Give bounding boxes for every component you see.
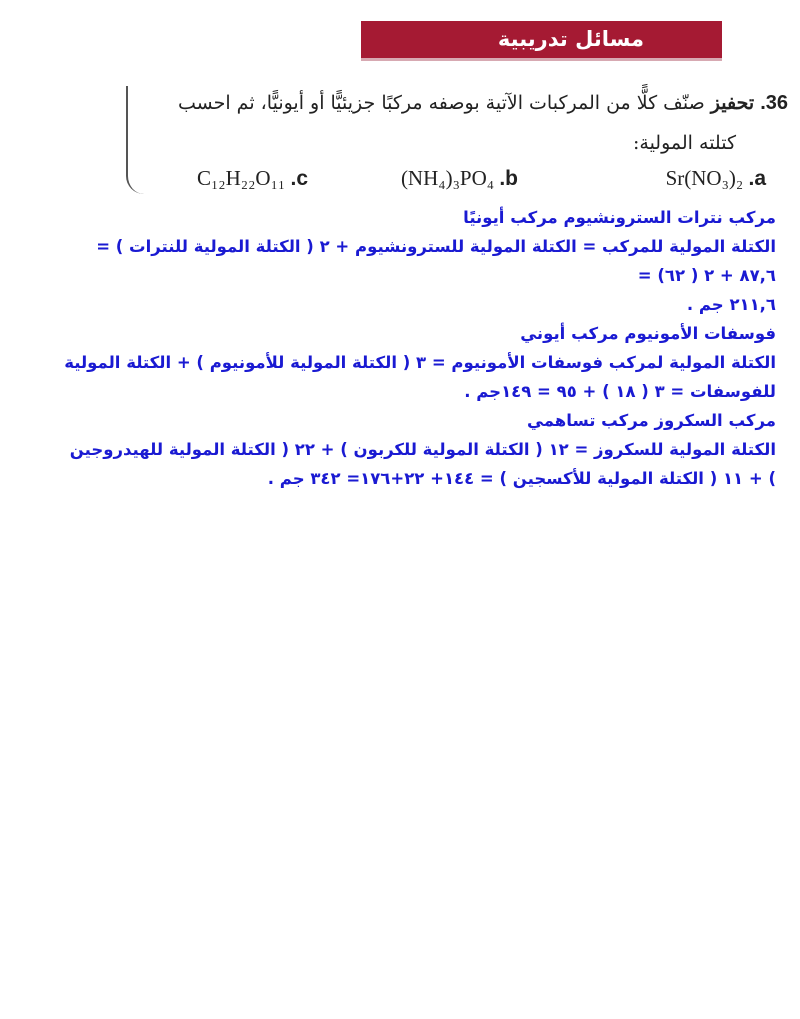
problem-box <box>126 86 788 194</box>
formula-a <box>666 166 766 191</box>
answer-line: الكتلة المولية للسكروز = ١٢ ( الكتلة المولية للكربون ) + ٢٢ ( الكتلة المولية للهيدروجين <box>69 440 776 459</box>
problem-statement-line2: كتلته المولية: <box>632 132 736 154</box>
problem-statement-line1 <box>178 92 788 115</box>
answer-line: الكتلة المولية لمركب فوسفات الأمونيوم = ٣ ( الكتلة المولية للأمونيوم ) + الكتلة المولية <box>64 353 776 372</box>
formula-b-letter: .b <box>499 167 518 190</box>
formula-a-letter: .a <box>748 167 766 190</box>
answer-line: مركب السكروز مركب تساهمي <box>527 411 776 430</box>
answer-line: ) + ١١ ( الكتلة المولية للأكسجين ) = ١٤٤+ ٢٢+١٧٦= ٣٤٢ جم . <box>267 469 776 488</box>
formula-a-text: Sr(NO₃)₂ <box>665 166 744 190</box>
question-label: تحفيز <box>710 92 755 114</box>
formula-c-text: C₁₂H₂₂O₁₁ <box>196 166 286 190</box>
answer-line: ٨٧,٦ + ٢ ( ٦٢) = <box>637 266 776 285</box>
question-number: 36. <box>760 92 788 114</box>
answer-block <box>60 203 776 493</box>
formula-c-letter: .c <box>290 167 308 190</box>
formula-b-text: (NH₄)₃PO₄ <box>400 166 495 190</box>
question-text: صنّف كلًّا من المركبات الآتية بوصفه مركبًا جزيئيًّا أو أيونيًّا، ثم احسب <box>178 92 705 114</box>
answer-line: للفوسفات = ٣ ( ١٨ ) + ٩٥ = ١٤٩جم . <box>464 382 776 401</box>
section-banner <box>361 21 722 61</box>
answer-line: الكتلة المولية للمركب = الكتلة المولية للسترونشيوم + ٢ ( الكتلة المولية للنترات ) = <box>96 237 776 256</box>
formula-b <box>401 166 518 191</box>
answer-line: مركب نترات السترونشيوم مركب أيونيًا <box>463 208 776 227</box>
answer-line: ٢١١,٦ جم . <box>686 295 776 314</box>
formula-c <box>197 166 308 191</box>
banner-title: مسائل تدريبية <box>497 27 644 51</box>
answer-line: فوسفات الأمونيوم مركب أيوني <box>520 324 776 343</box>
